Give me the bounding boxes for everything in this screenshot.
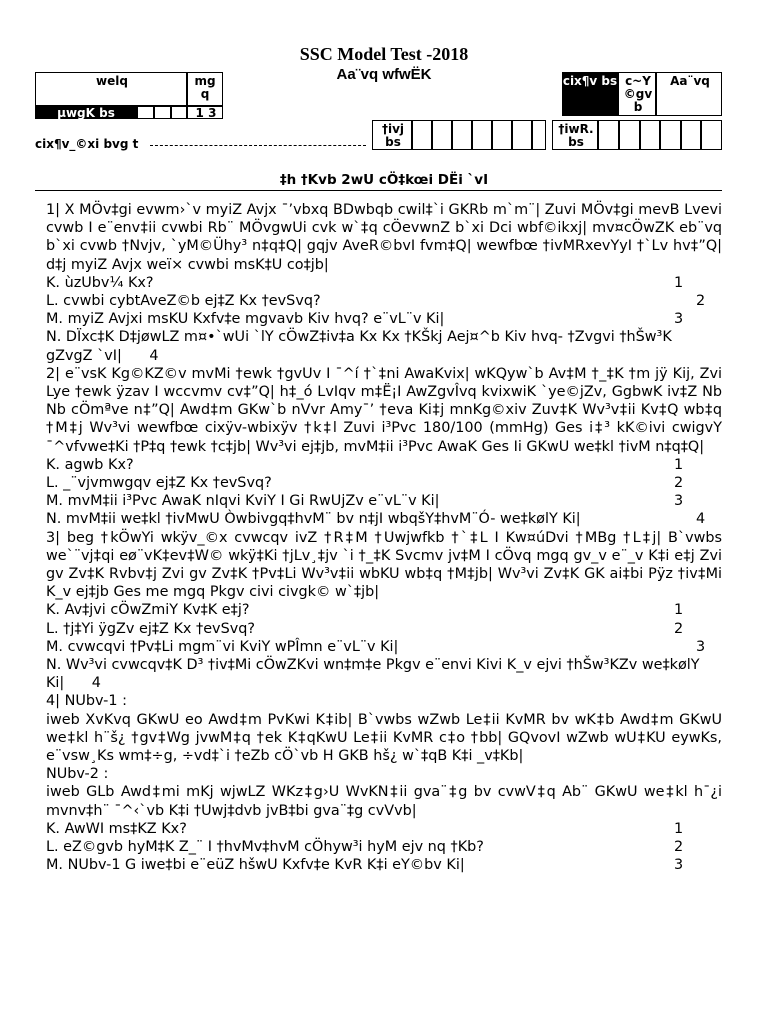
chapter-box [656, 72, 722, 116]
question-4-case-2-label: NUbv-2 : [46, 766, 109, 783]
roll-cell [432, 120, 452, 150]
exam-number-box [562, 72, 618, 116]
section-title: ‡h †Kvb 2wU cÖ‡kœi DËi `vI [279, 172, 489, 188]
code-label: mg q [194, 74, 216, 101]
serial-cell [154, 106, 171, 119]
exam-title: SSC Model Test -2018 [299, 44, 469, 64]
section-divider [35, 190, 722, 191]
reg-cell [660, 120, 681, 150]
reg-cell [701, 120, 722, 150]
roll-label: †ivj bs [381, 122, 405, 149]
question-2-option: N. mvM‡ii we‡kl †ivMwU Òwbivgq‡hvM¨ bv n‡jI wbqšY‡hvM¨Ó- we‡kølY Ki| 4 [46, 511, 706, 528]
serial-label-box [35, 106, 137, 119]
full-marks-label: c~Y ©gv b [623, 74, 653, 114]
question-4-option: K. AwWI ms‡KZ Kx? 1 [46, 820, 684, 837]
question-2-option: M. mvM‡ii i³Pvc AwaK nIqvi KviY I Gi RwUjZv e¨vL¨v Ki| 3 [46, 493, 684, 510]
question-3-option: N. Wv³vi cvwcqv‡K D³ †iv‡Mi cÖwZKvi wn‡m‡e Pkgv e¨envi Kivi K_v ejvi †hŠw³KZv we‡kølY Ki| 4 [46, 656, 700, 692]
chapter-label: Aa¨vq [670, 74, 710, 88]
question-3-option: L. †j‡Yi ÿgZv ej‡Z Kx †evSvq? 2 [46, 620, 684, 637]
question-2-option: K. agwb Kx? 1 [46, 456, 684, 473]
serial-cell [171, 106, 187, 119]
reg-label: †iwR. bs [558, 122, 594, 149]
question-1-stem: 1| X MÖv‡gi evwm›`v myiZ Avjx ¯’vbxq BDwbqb cwil‡`i GKRb m`m¨| Zuvi MÖv‡gi mevB Lvevi cvwb I e¨env‡ii cvwbi Rb¨ MÖvgwUi cvk w`‡q cÖevwnZ b`xi Dci wbf©ikxj| mv¤cÖwZK eb¨vq b`xi cvwb †Nvjv, `yM©Ühy³ n‡q‡Q| gqjv AveR©bvI fvm‡Q| wewfbœ †ivMRxevYyI †`Lv hv‡”Q| d‡j myiZ Avjx weï× cvwbi msK‡U co‡jb| [46, 202, 722, 273]
question-1-option: K. ùzUbv¼ Kx? 1 [46, 274, 684, 291]
serial-label: µwgK bs [57, 106, 115, 119]
reg-cell [619, 120, 640, 150]
exam-subtitle: Aa¨vq wfwËK [336, 66, 432, 83]
roll-cell [512, 120, 532, 150]
roll-cell [532, 120, 546, 150]
code-box [187, 72, 223, 106]
question-3-option: M. cvwcqvi †Pv‡Li mgm¨vi KviY wPÎmn e¨vL¨v Ki| 3 [46, 638, 706, 655]
code-value: 1 3 [195, 106, 217, 119]
reg-cell [598, 120, 619, 150]
reg-label-box [552, 120, 598, 150]
questions [46, 201, 722, 874]
student-name-label: cix¶v_©xi bvg t [35, 137, 139, 151]
roll-cell [472, 120, 492, 150]
full-marks-box [618, 72, 656, 116]
roll-cell [452, 120, 472, 150]
question-4-option: L. eZ©gvb hyM‡K Z_¨ I †hvMv‡hvM cÖhyw³i hyM ejv nq †Kb? 2 [46, 838, 684, 855]
question-4-case-1: iweb XvKvq GKwU eo Awd‡m PvKwi K‡ib| B`vwbs wZwb Le‡ii KvMR bv wK‡b Awd‡m GKwU we‡kl h¨š¿ †gv‡Wg jvwM‡q †ek K‡qKwU Le‡ii KvMR c‡o †bb| GQvovI wZwb wU‡KU eywKs, e¨vsw¸Ks wm‡÷g, ÷vd‡`i †eZb cÖ`vb H GKB hš¿ w`‡qB K‡i _v‡Kb| [46, 711, 722, 764]
student-name-line [150, 145, 366, 146]
subject-box [35, 72, 187, 106]
question-1-option: M. myiZ Avjxi msKU Kxfv‡e mgvavb Kiv hvq? e¨vL¨v Ki| 3 [46, 311, 684, 328]
subject-label: welq [96, 74, 128, 88]
question-3-option: K. Av‡jvi cÖwZmiY Kv‡K e‡j? 1 [46, 602, 684, 619]
question-4-case-2: iweb GLb Awd‡mi mKj wjwLZ WKz‡g›U WvKN‡ii gva¨‡g bv cvwV‡q Ab¨ GKwU we‡kl h¯¿i mvnv‡h¨ ¯^‹`vb K‡i †Uwj‡dvb jvB‡bi gva¨‡g cvVvb| [46, 784, 722, 819]
question-3-stem: 3| beg †kÖwYi wkÿv_©x cvwcqv ivZ †R‡M †Uwjwfkb †`‡L I Kw¤úDvi †MBg †L‡j| B`vwbs we`¨vj‡qi eø¨vK‡ev‡W© wkÿ‡Ki †jLv¸‡jv `i †_‡K Svcmv jv‡M I cÖvq mgq gv_v e¨_v K‡i e‡j Zvi gv Zv‡K Rvbv‡j Zvi gv Zv‡K †Pv‡Li Wv³v‡ii wbKU wb‡q †M‡jb| Wv³vi Zv‡K GK ai‡bi Pÿz †iv‡Mi K_v ej‡jb Ges me mgq Pkgv civi civgk© w`‡jb| [46, 529, 722, 601]
roll-label-box [372, 120, 412, 150]
question-4-option: M. NUbv-1 G iwe‡bi e¨eüZ hšwU Kxfv‡e KvR K‡i eY©bv Ki| 3 [46, 857, 684, 874]
roll-cell [492, 120, 512, 150]
question-2-stem: 2| e¨vsK Kg©KZ©v mvMi †ewk †gvUv I ¯^í †`‡ni AwaKvix| wKQyw`b Av‡M †_‡K †m jÿ Kij, Zvi Lye †ewk ÿzav I wccvmv cv‡”Q| h‡_ó LvIqv m‡Ë¡I AwZgvÎvq kvixwiK `ye©jZv, GgbwK iv‡Z Nb Nb cÖmªve n‡”Q| Awd‡m GKw`b nVvr Amy¯’ †eva Ki‡j mnKg©xiv Zuv‡K Wv³v‡ii Kv‡Q wb‡q †M‡j Wv³vi wewfbœ cixÿv-wbixÿv †k‡l Zuvi i³Pvc 180/100 (mmHg) Ges i‡³ kK©ivi cwigvY ¯^vfvwe‡Ki †P‡q †ewk †c‡jb| Wv³vi ej‡jb, mvM‡ii i³Pvc AwaK Ges Ii GKwU we‡kl †ivM n‡q‡Q| [46, 365, 722, 455]
code-value-box [187, 106, 223, 119]
roll-cell [412, 120, 432, 150]
question-4-stem: 4| NUbv-1 : [46, 693, 127, 710]
exam-number-label: cix¶v bs [562, 74, 618, 88]
question-2-option: L. _¨vjvmwgqv ej‡Z Kx †evSvq? 2 [46, 474, 684, 491]
serial-cell [137, 106, 154, 119]
question-1-option: N. DÏxc‡K D‡jøwLZ m¤•`wUi `lY cÖwZ‡iv‡a Kx Kx †KŠkj Aej¤^b Kiv hvq- †Zvgvi †hŠw³K gZvgZ `vI| 4 [46, 329, 672, 364]
reg-cell [681, 120, 701, 150]
reg-cell [640, 120, 660, 150]
question-1-option: L. cvwbi cybtAveZ©b ej‡Z Kx †evSvq? 2 [46, 293, 706, 309]
